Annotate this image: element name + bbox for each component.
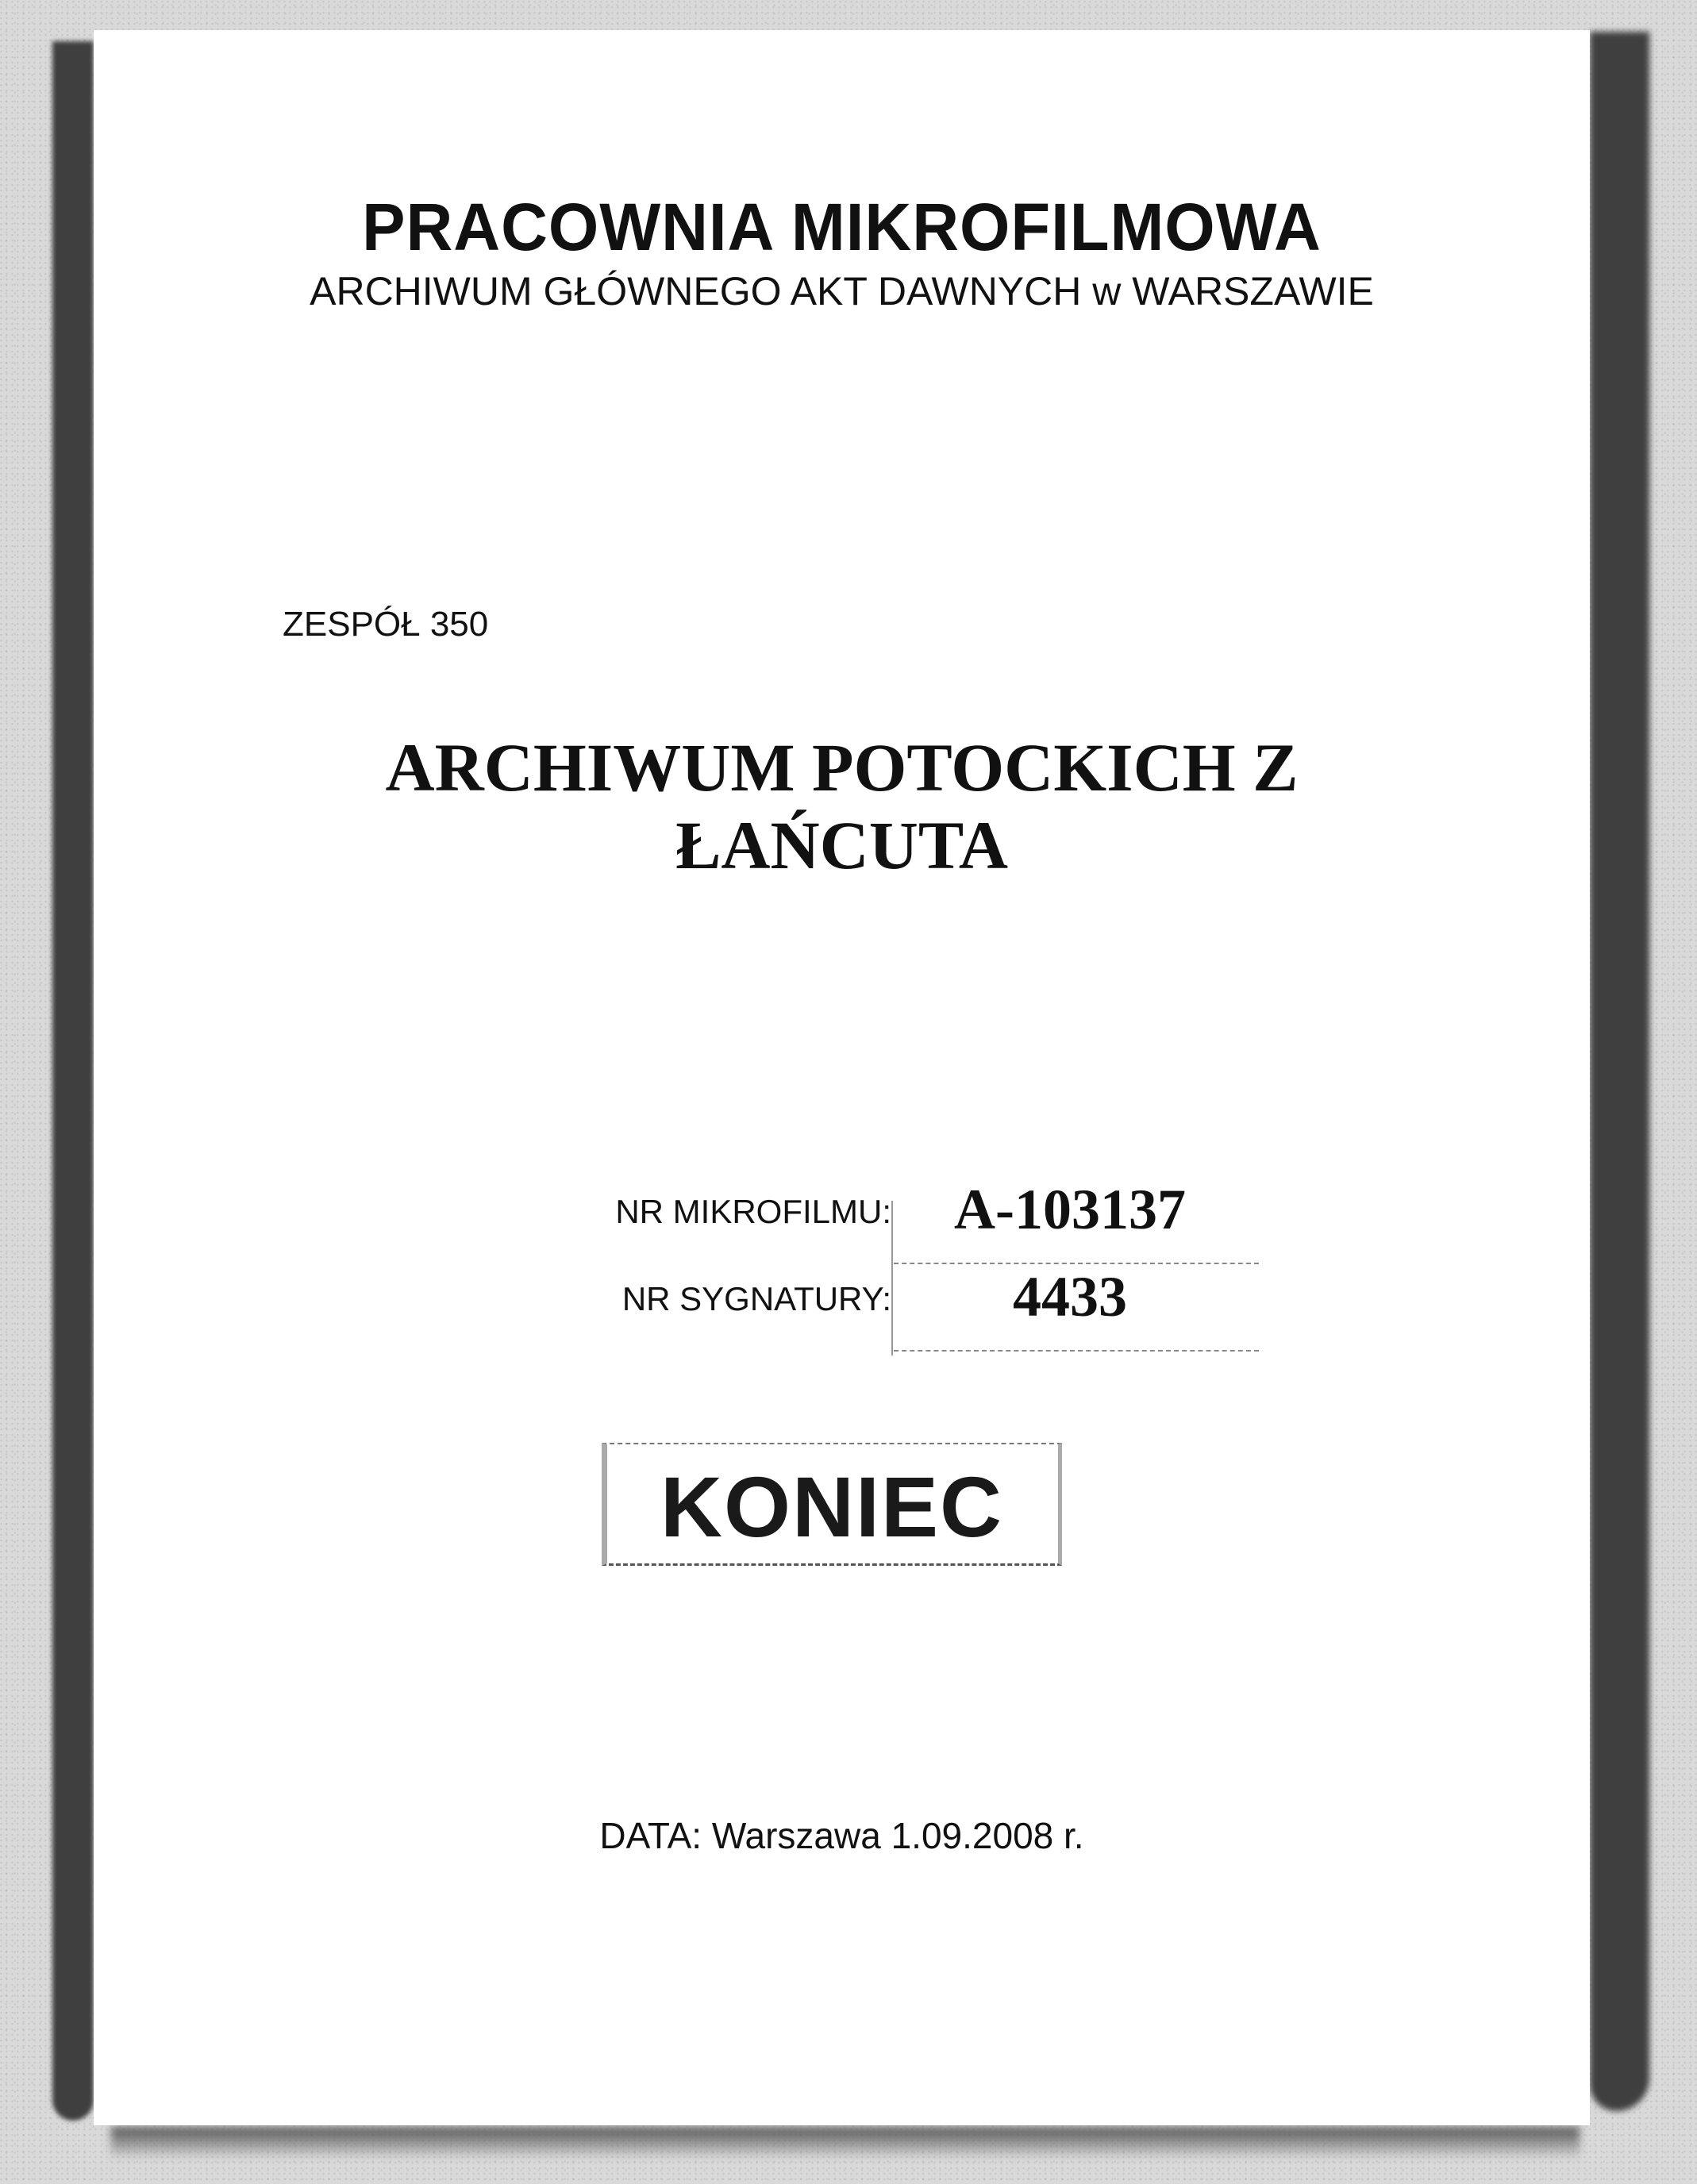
end-stamp <box>594 1435 1070 1574</box>
scan-shadow-right <box>1590 32 1649 2111</box>
document-page <box>94 30 1590 2125</box>
archive-subtitle: ARCHIWUM GŁÓWNEGO AKT DAWNYCH w WARSZAWIE <box>310 269 1374 313</box>
identifier-row-microfilm <box>491 1177 1268 1264</box>
lab-title: PRACOWNIA MIKROFILMOWA <box>362 190 1322 264</box>
stamp-text: KONIEC <box>660 1459 1004 1555</box>
date-line: DATA: Warszawa 1.09.2008 r. <box>599 1815 1084 1856</box>
zespol-label: ZESPÓŁ 350 <box>283 605 489 644</box>
signature-number-label: NR SYGNATURY: <box>621 1280 891 1317</box>
signature-number-rule <box>894 1350 1259 1352</box>
scan-shadow-left <box>52 41 94 2121</box>
collection-title-line-1: ARCHIWUM POTOCKICH Z <box>385 729 1299 806</box>
scan-shadow-bottom <box>111 2127 1580 2159</box>
identifier-table <box>491 1177 1268 1352</box>
signature-number-value: 4433 <box>1013 1265 1127 1328</box>
identifier-row-signature <box>491 1264 1268 1352</box>
collection-title <box>94 729 1590 884</box>
microfilm-number-label: NR MIKROFILMU: <box>615 1193 891 1230</box>
microfilm-number-value: A-103137 <box>954 1178 1186 1241</box>
collection-title-line-2: ŁAŃCUTA <box>675 807 1008 883</box>
